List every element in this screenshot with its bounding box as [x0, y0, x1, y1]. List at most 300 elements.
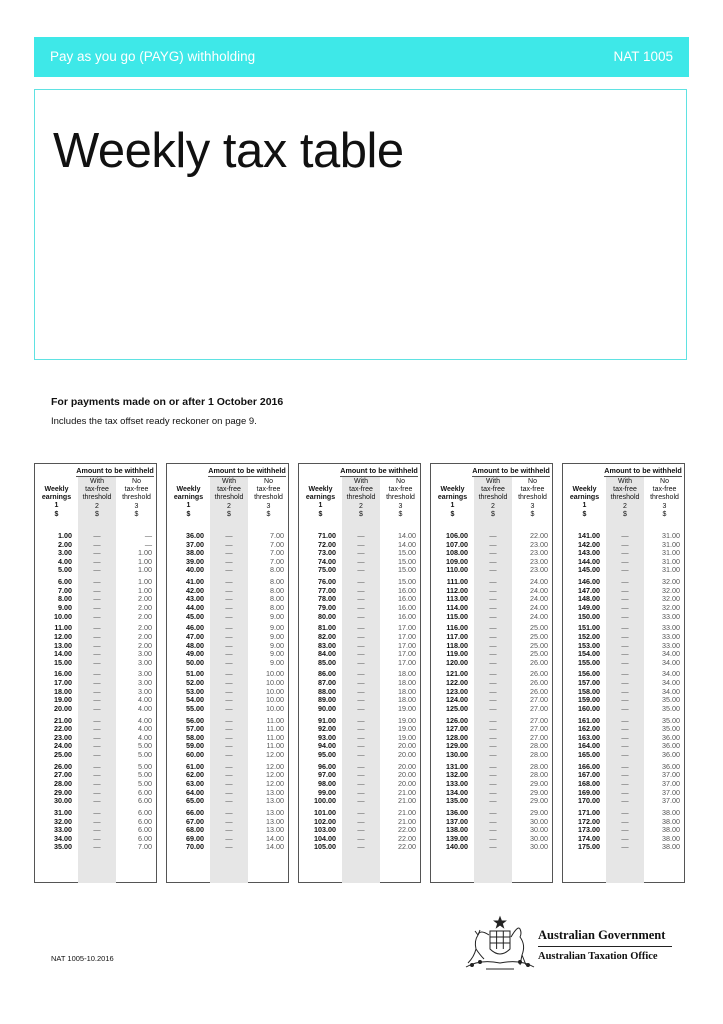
with-threshold-cell: —	[357, 761, 365, 771]
weekly-earnings-header	[299, 486, 342, 519]
earnings-cell: 9.00	[58, 602, 72, 612]
no-threshold-cell: 9.00	[270, 649, 284, 659]
earnings-cell: 57.00	[186, 724, 204, 734]
with-threshold-cell: —	[621, 750, 629, 759]
with-threshold-cell: —	[225, 669, 233, 679]
with-threshold-cell: —	[489, 778, 497, 788]
earnings-cell: 136.00	[446, 807, 468, 817]
earnings-cell: 52.00	[186, 678, 204, 688]
header-line: threshold	[518, 494, 547, 502]
earnings-cell: 160.00	[578, 703, 600, 713]
with-threshold-cell: —	[93, 770, 101, 780]
no-threshold-header	[644, 478, 685, 519]
with-threshold-cell: —	[225, 833, 233, 843]
with-threshold-cell: —	[225, 657, 233, 667]
no-threshold-cell: 10.00	[266, 678, 284, 688]
earnings-cell: 121.00	[446, 669, 468, 679]
with-threshold-cell: —	[93, 796, 101, 806]
earnings-cell: 12.00	[54, 631, 72, 641]
earnings-cell: 98.00	[318, 778, 336, 788]
earnings-cell: 17.00	[54, 678, 72, 688]
no-threshold-cell: 4.00	[138, 732, 152, 742]
earnings-cell: 72.00	[318, 539, 336, 549]
no-threshold-cell: 9.00	[270, 657, 284, 667]
earnings-cell: 40.00	[186, 565, 204, 575]
no-threshold-cell: 34.00	[662, 669, 680, 679]
no-threshold-cell: 19.00	[398, 715, 416, 725]
with-threshold-cell: —	[621, 531, 629, 540]
with-threshold-cell: —	[621, 678, 629, 688]
with-threshold-cell: —	[489, 631, 497, 641]
no-threshold-cell: 15.00	[398, 548, 416, 558]
header-line: With	[222, 478, 236, 485]
header-line: $	[582, 510, 587, 518]
header-line: tax-free	[481, 486, 505, 494]
with-threshold-cell: —	[225, 778, 233, 788]
amount-withheld-header: Amount to be withheld	[208, 466, 286, 475]
with-threshold-cell: —	[225, 724, 233, 734]
header-line: 3	[662, 502, 667, 510]
with-threshold-cell: —	[357, 678, 365, 688]
with-threshold-cell: —	[93, 761, 101, 771]
table-row	[35, 843, 156, 852]
no-threshold-cell: 11.00	[266, 732, 284, 742]
with-threshold-cell: —	[357, 686, 365, 696]
with-threshold-cell: —	[357, 724, 365, 734]
with-threshold-cell: —	[357, 750, 365, 759]
earnings-cell: 173.00	[578, 825, 600, 835]
no-threshold-cell: 2.00	[138, 602, 152, 612]
no-threshold-cell: 36.00	[662, 741, 680, 751]
header-line: 3	[134, 502, 139, 510]
table-row	[299, 613, 420, 622]
with-threshold-cell: —	[621, 816, 629, 826]
no-threshold-cell: 14.00	[266, 842, 284, 852]
table-row	[167, 797, 288, 806]
with-threshold-cell: —	[489, 531, 497, 540]
table-row	[563, 705, 684, 714]
no-threshold-cell: 36.00	[662, 732, 680, 742]
with-threshold-cell: —	[621, 741, 629, 751]
no-threshold-cell: 22.00	[398, 825, 416, 835]
header-line: threshold	[386, 494, 415, 502]
earnings-cell: 27.00	[54, 770, 72, 780]
with-threshold-cell: —	[489, 556, 497, 566]
earnings-cell: 157.00	[578, 678, 600, 688]
no-threshold-header	[512, 478, 553, 519]
earnings-cell: 147.00	[578, 585, 600, 595]
no-threshold-cell: 7.00	[270, 548, 284, 558]
table-row	[431, 797, 552, 806]
earnings-cell: 49.00	[186, 649, 204, 659]
no-threshold-cell: 13.00	[266, 787, 284, 797]
no-threshold-cell: 23.00	[530, 539, 548, 549]
earnings-cell: 92.00	[318, 724, 336, 734]
with-threshold-cell: —	[357, 816, 365, 826]
table-row	[299, 705, 420, 714]
with-threshold-cell: —	[93, 807, 101, 817]
with-threshold-cell: —	[621, 565, 629, 575]
with-threshold-cell: —	[489, 585, 497, 595]
no-threshold-cell: 3.00	[138, 657, 152, 667]
table-row	[431, 566, 552, 575]
table-row	[563, 659, 684, 668]
no-threshold-cell: 17.00	[398, 657, 416, 667]
no-threshold-cell: 29.00	[530, 778, 548, 788]
no-threshold-header	[248, 478, 289, 519]
with-threshold-cell: —	[621, 715, 629, 725]
earnings-cell: 74.00	[318, 556, 336, 566]
no-threshold-cell: 31.00	[662, 556, 680, 566]
with-threshold-cell: —	[93, 825, 101, 835]
earnings-cell: 33.00	[54, 825, 72, 835]
earnings-cell: 7.00	[58, 585, 72, 595]
no-threshold-cell: 31.00	[662, 565, 680, 575]
no-threshold-cell: 26.00	[530, 669, 548, 679]
no-threshold-cell: 8.00	[270, 594, 284, 604]
with-threshold-cell: —	[93, 833, 101, 843]
earnings-cell: 79.00	[318, 602, 336, 612]
with-threshold-cell: —	[225, 531, 233, 540]
no-threshold-cell: 7.00	[138, 842, 152, 852]
with-threshold-cell: —	[621, 703, 629, 713]
no-threshold-cell: 16.00	[398, 602, 416, 612]
earnings-cell: 130.00	[446, 750, 468, 759]
with-threshold-cell: —	[489, 602, 497, 612]
no-threshold-cell: 3.00	[138, 678, 152, 688]
with-threshold-cell: —	[225, 825, 233, 835]
no-threshold-cell: 12.00	[266, 770, 284, 780]
no-threshold-cell: 24.00	[530, 577, 548, 587]
header-line: tax-free	[217, 486, 241, 494]
with-threshold-cell: —	[225, 640, 233, 650]
earnings-cell: 88.00	[318, 686, 336, 696]
with-threshold-cell: —	[489, 565, 497, 575]
earnings-cell: 20.00	[54, 703, 72, 713]
earnings-cell: 101.00	[314, 807, 336, 817]
header-line: Weekly	[44, 486, 69, 493]
with-threshold-cell: —	[93, 631, 101, 641]
no-threshold-cell: 2.00	[138, 631, 152, 641]
no-threshold-cell: 1.00	[138, 556, 152, 566]
header-line: 1	[450, 502, 455, 510]
with-threshold-cell: —	[621, 631, 629, 641]
with-threshold-cell: —	[357, 602, 365, 612]
table-row	[431, 705, 552, 714]
no-threshold-cell: 26.00	[530, 686, 548, 696]
earnings-cell: 174.00	[578, 833, 600, 843]
header-line: 3	[398, 502, 403, 510]
earnings-cell: 149.00	[578, 602, 600, 612]
with-threshold-cell: —	[357, 807, 365, 817]
no-threshold-cell: 38.00	[662, 842, 680, 852]
no-threshold-cell: 5.00	[138, 750, 152, 759]
no-threshold-cell: 8.00	[270, 577, 284, 587]
earnings-cell: 123.00	[446, 686, 468, 696]
earnings-cell: 71.00	[318, 531, 336, 540]
no-threshold-cell: 9.00	[270, 623, 284, 633]
banner-right-text: NAT 1005	[613, 49, 673, 64]
earnings-cell: 108.00	[446, 548, 468, 558]
with-threshold-cell: —	[489, 761, 497, 771]
header-line: No	[528, 478, 537, 485]
no-threshold-cell: 30.00	[530, 816, 548, 826]
table-row	[167, 843, 288, 852]
with-threshold-cell: —	[621, 778, 629, 788]
no-threshold-cell: 13.00	[266, 807, 284, 817]
with-threshold-cell: —	[225, 686, 233, 696]
with-threshold-cell: —	[225, 678, 233, 688]
header-line: $	[227, 510, 231, 518]
with-threshold-cell: —	[225, 695, 233, 705]
with-threshold-cell: —	[621, 842, 629, 852]
earnings-cell: 31.00	[54, 807, 72, 817]
earnings-cell: 38.00	[186, 548, 204, 558]
no-threshold-cell: 24.00	[530, 585, 548, 595]
no-threshold-cell: 4.00	[138, 715, 152, 725]
header-line: $	[95, 510, 99, 518]
no-threshold-cell: 14.00	[398, 539, 416, 549]
header-line: 1	[318, 502, 323, 510]
earnings-cell: 43.00	[186, 594, 204, 604]
no-threshold-cell: 22.00	[398, 833, 416, 843]
no-threshold-cell: 13.00	[266, 796, 284, 806]
weekly-earnings-header	[35, 486, 78, 519]
earnings-cell: 35.00	[54, 842, 72, 852]
with-threshold-cell: —	[621, 787, 629, 797]
no-threshold-cell: 31.00	[662, 548, 680, 558]
with-threshold-cell: —	[357, 770, 365, 780]
table-row	[35, 705, 156, 714]
with-threshold-cell: —	[225, 539, 233, 549]
no-threshold-cell: 20.00	[398, 778, 416, 788]
header-line: earnings	[305, 494, 336, 502]
header-line: threshold	[346, 494, 376, 502]
header-line: threshold	[650, 494, 679, 502]
earnings-cell: 28.00	[54, 778, 72, 788]
header-line: $	[186, 510, 191, 518]
with-threshold-cell: —	[225, 796, 233, 806]
with-threshold-cell: —	[621, 539, 629, 549]
with-threshold-cell: —	[225, 842, 233, 852]
with-threshold-cell: —	[93, 649, 101, 659]
with-threshold-cell: —	[93, 787, 101, 797]
table-rows	[167, 532, 288, 852]
earnings-cell: 75.00	[318, 565, 336, 575]
no-threshold-cell: 38.00	[662, 825, 680, 835]
earnings-cell: 39.00	[186, 556, 204, 566]
header-line: With	[354, 478, 368, 485]
earnings-cell: 16.00	[54, 669, 72, 679]
no-threshold-cell: 21.00	[398, 807, 416, 817]
earnings-cell: 164.00	[578, 741, 600, 751]
header-line: earnings	[173, 494, 204, 502]
with-threshold-cell: —	[489, 703, 497, 713]
with-threshold-cell: —	[225, 594, 233, 604]
no-threshold-cell: 32.00	[662, 577, 680, 587]
earnings-cell: 137.00	[446, 816, 468, 826]
header-line: 2	[95, 502, 99, 510]
earnings-cell: 11.00	[54, 623, 72, 633]
no-threshold-cell: 38.00	[662, 807, 680, 817]
earnings-cell: 53.00	[186, 686, 204, 696]
header-line: tax-free	[256, 486, 281, 494]
earnings-cell: 162.00	[578, 724, 600, 734]
table-row	[167, 705, 288, 714]
earnings-cell: 48.00	[186, 640, 204, 650]
no-threshold-cell: 24.00	[530, 594, 548, 604]
no-threshold-cell: 23.00	[530, 548, 548, 558]
no-threshold-cell: 20.00	[398, 761, 416, 771]
no-threshold-cell: 32.00	[662, 585, 680, 595]
earnings-cell: 59.00	[186, 741, 204, 751]
earnings-cell: 22.00	[54, 724, 72, 734]
with-threshold-cell: —	[489, 833, 497, 843]
header-line: threshold	[478, 494, 508, 502]
header-line: $	[266, 510, 271, 518]
agency-name: Australian Taxation Office	[538, 951, 658, 962]
header-line: 1	[186, 502, 191, 510]
banner-left-text: Pay as you go (PAYG) withholding	[50, 49, 256, 64]
earnings-cell: 29.00	[54, 787, 72, 797]
earnings-cell: 119.00	[446, 649, 468, 659]
no-threshold-cell: 19.00	[398, 724, 416, 734]
with-threshold-cell: —	[357, 539, 365, 549]
no-threshold-cell: 27.00	[530, 724, 548, 734]
with-threshold-cell: —	[357, 649, 365, 659]
no-threshold-cell: 27.00	[530, 732, 548, 742]
no-threshold-cell: 28.00	[530, 741, 548, 751]
with-threshold-cell: —	[489, 678, 497, 688]
header-line: tax-free	[124, 486, 149, 494]
no-threshold-cell: 20.00	[398, 741, 416, 751]
header-line: $	[530, 510, 535, 518]
table-rows	[431, 532, 552, 852]
with-threshold-cell: —	[489, 657, 497, 667]
no-threshold-cell: 31.00	[662, 539, 680, 549]
with-threshold-cell: —	[225, 750, 233, 759]
table-row	[167, 566, 288, 575]
with-threshold-cell: —	[93, 594, 101, 604]
no-threshold-cell: 30.00	[530, 833, 548, 843]
earnings-cell: 5.00	[58, 565, 72, 575]
no-threshold-cell: 16.00	[398, 594, 416, 604]
header-banner	[34, 37, 689, 77]
earnings-cell: 41.00	[186, 577, 204, 587]
earnings-cell: 23.00	[54, 732, 72, 742]
earnings-cell: 143.00	[578, 548, 600, 558]
earnings-cell: 145.00	[578, 565, 600, 575]
with-threshold-cell: —	[489, 741, 497, 751]
earnings-cell: 140.00	[446, 842, 468, 852]
no-threshold-cell: 16.00	[398, 585, 416, 595]
header-line: With	[486, 478, 500, 485]
header-line: $	[491, 510, 495, 518]
no-threshold-cell: 35.00	[662, 695, 680, 705]
with-threshold-cell: —	[93, 611, 101, 621]
earnings-cell: 93.00	[318, 732, 336, 742]
earnings-cell: 13.00	[54, 640, 72, 650]
commonwealth-coat-of-arms-icon	[460, 915, 540, 973]
no-threshold-cell: 29.00	[530, 807, 548, 817]
no-threshold-cell: 3.00	[138, 649, 152, 659]
with-threshold-cell: —	[357, 556, 365, 566]
earnings-cell: 127.00	[446, 724, 468, 734]
no-threshold-cell: 25.00	[530, 623, 548, 633]
no-threshold-cell: 33.00	[662, 640, 680, 650]
no-threshold-cell: 6.00	[138, 816, 152, 826]
no-threshold-cell: 18.00	[398, 678, 416, 688]
header-line: $	[134, 510, 139, 518]
amount-withheld-header: Amount to be withheld	[340, 466, 418, 475]
no-threshold-cell: 7.00	[270, 539, 284, 549]
table-row	[299, 751, 420, 760]
weekly-earnings-header	[431, 486, 474, 519]
no-threshold-cell: 11.00	[266, 741, 284, 751]
no-threshold-cell: 21.00	[398, 787, 416, 797]
earnings-cell: 142.00	[578, 539, 600, 549]
no-threshold-cell: 8.00	[270, 585, 284, 595]
earnings-cell: 64.00	[186, 787, 204, 797]
earnings-cell: 129.00	[446, 741, 468, 751]
with-threshold-cell: —	[225, 807, 233, 817]
header-line: earnings	[569, 494, 600, 502]
no-threshold-cell: 12.00	[266, 750, 284, 759]
earnings-cell: 4.00	[58, 556, 72, 566]
earnings-cell: 168.00	[578, 778, 600, 788]
table-rows	[35, 532, 156, 852]
header-line: 3	[530, 502, 535, 510]
tax-table	[298, 463, 421, 883]
with-threshold-cell: —	[489, 669, 497, 679]
with-threshold-cell: —	[489, 816, 497, 826]
earnings-cell: 42.00	[186, 585, 204, 595]
header-line: $	[318, 510, 323, 518]
earnings-cell: 68.00	[186, 825, 204, 835]
no-threshold-cell: 29.00	[530, 796, 548, 806]
earnings-cell: 131.00	[446, 761, 468, 771]
table-row	[35, 613, 156, 622]
earnings-cell: 97.00	[318, 770, 336, 780]
with-threshold-cell: —	[357, 623, 365, 633]
with-threshold-cell: —	[357, 657, 365, 667]
table-row	[431, 751, 552, 760]
government-name: Australian Government	[538, 928, 666, 942]
with-threshold-cell: —	[357, 796, 365, 806]
header-line: $	[623, 510, 627, 518]
earnings-cell: 139.00	[446, 833, 468, 843]
earnings-cell: 32.00	[54, 816, 72, 826]
no-threshold-cell: 6.00	[138, 787, 152, 797]
table-rows	[563, 532, 684, 852]
with-threshold-cell: —	[225, 565, 233, 575]
no-threshold-cell: 25.00	[530, 649, 548, 659]
header-line: $	[359, 510, 363, 518]
earnings-cell: 114.00	[446, 602, 468, 612]
no-threshold-cell: 8.00	[270, 602, 284, 612]
with-threshold-cell: —	[621, 669, 629, 679]
with-threshold-cell: —	[489, 825, 497, 835]
earnings-cell: 146.00	[578, 577, 600, 587]
table-row	[431, 613, 552, 622]
table-row	[35, 566, 156, 575]
earnings-cell: 83.00	[318, 640, 336, 650]
earnings-cell: 55.00	[186, 703, 204, 713]
header-line: threshold	[254, 494, 283, 502]
no-threshold-cell: —	[144, 539, 152, 549]
header-line: 1	[54, 502, 59, 510]
with-threshold-cell: —	[93, 750, 101, 759]
